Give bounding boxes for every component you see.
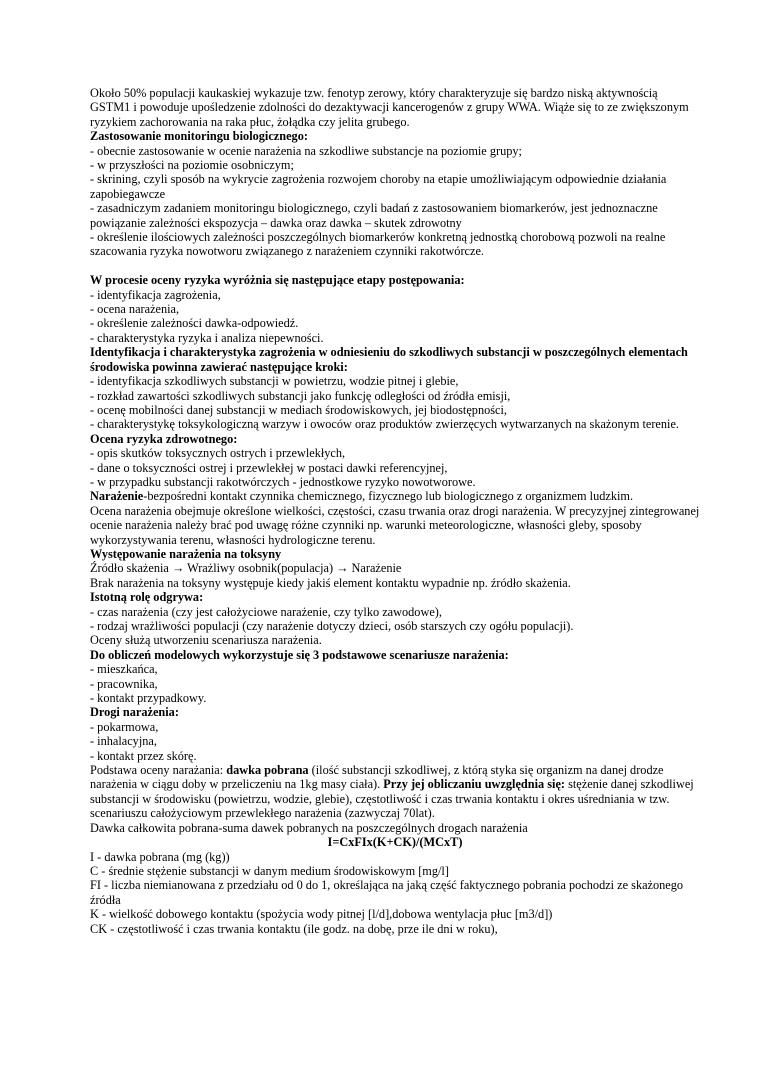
list-item: - określenie zależności dawka-odpowiedź. <box>90 316 299 331</box>
list-item: - charakterystyka ryzyka i analiza niepewności. <box>90 330 324 345</box>
formula: I=CxFIx(K+CK)/(MCxT) <box>327 835 463 850</box>
list-item: - inhalacyjna, <box>90 734 157 749</box>
brak-narazenia-paragraph: Brak narażenia na toksyny występuje kiedy jakiś element kontaktu wypadnie np. źródło skażenia. <box>90 575 571 590</box>
text-line: Oceny służą utworzeniu scenariusza narażenia. <box>90 633 322 648</box>
heading-monitoring: Zastosowanie monitoringu biologicznego: <box>90 129 308 144</box>
definition-line: CK - częstotliwość i czas trwania kontaktu (ile godz. na dobę, prze ile dni w roku), <box>90 921 498 936</box>
exposure-chain: Źródło skażenia → Wrażliwy osobnik(populacja) → Narażenie <box>90 561 402 576</box>
list-item: - zasadniczym zadaniem monitoringu biologicznego, czyli badań z zastosowaniem biomarkerów, jest jednoznaczne powiązanie zależności ekspozycja – dawka oraz dawka – skutek zdrowotny <box>90 201 658 230</box>
podstawa-text: (ilość substancji szkodliwej, z którą styka się organizm na danej drodze narażenia w ciągu doby w przeliczeniu na 1kg masy ciała). <box>90 763 664 792</box>
list-item: - identyfikacja zagrożenia, <box>90 287 221 302</box>
list-item: - identyfikacja szkodliwych substancji w powietrzu, wodzie pitnej i glebie, <box>90 374 459 389</box>
dawka-calkowita-line: Dawka całkowita pobrana-suma dawek pobranych na poszczególnych drogach narażenia <box>90 820 528 835</box>
dawka-pobrana-term: dawka pobrana <box>226 763 309 778</box>
list-item: - w przypadku substancji rakotwórczych - jednostkowe ryzyko nowotworowe. <box>90 474 476 489</box>
uwzglednia-term: Przy jej obliczaniu uwzględnia się: <box>383 777 565 792</box>
heading-wystepowanie: Występowanie narażenia na toksyny <box>90 546 282 561</box>
list-item: - obecnie zastosowanie w ocenie narażenia na szkodliwe substancje na poziomie grupy; <box>90 143 522 158</box>
definition-line: C - średnie stężenie substancji w danym medium środowiskowym [mg/l] <box>90 863 449 878</box>
list-item: - opis skutków toksycznych ostrych i przewlekłych, <box>90 446 346 461</box>
heading-ocena-ryzyka: Ocena ryzyka zdrowotnego: <box>90 431 238 446</box>
podstawa-text: stężenie danej szkodliwej substancji w środowisku (powietrzu, wodzie, glebie), częstotliwość i czas trwania kontaktu i okres uśredniania w tzw. scenariuszu całożyciowym przewlekłego narażenia (zazwyczaj 70lat). <box>90 777 694 821</box>
definition-line: FI - liczba niemianowana z przedziału od 0 do 1, określająca na jaką część faktycznego pobrania pochodzi ze skażonego źródła <box>90 878 684 907</box>
blank-line <box>90 259 700 273</box>
list-item: - pracownika, <box>90 676 158 691</box>
list-item: - w przyszłości na poziomie osobniczym; <box>90 158 294 173</box>
heading-etapy: W procesie oceny ryzyka wyróżnia się następujące etapy postępowania: <box>90 273 465 288</box>
narazenie-definition <box>90 489 700 503</box>
narazenie-text: -bezpośredni kontakt czynnika chemicznego, fizycznego lub biologicznego z organizmem ludzkim. <box>143 489 634 504</box>
list-item: - czas narażenia (czy jest całożyciowe narażenie, czy tylko zawodowe), <box>90 604 442 619</box>
list-item: - ocena narażenia, <box>90 302 180 317</box>
podstawa-text: Podstawa oceny narażania: <box>90 763 227 778</box>
intro-paragraph: Około 50% populacji kaukaskiej wykazuje tzw. fenotyp zerowy, który charakteryzuje się bardzo niską aktywnością GSTM1 i powoduje upośledzenie zdolności do dezaktywacji kancerogenów z grupy WWA. Wiąże się to ze zwiększonym ryzykiem zachorowania na raka płuc, żołądka czy jelita grubego. <box>90 86 689 129</box>
list-item: - skrining, czyli sposób na wykrycie zagrożenia rozwojem choroby na etapie umożliwiającym odpowiednie działania zapobiegawcze <box>90 172 667 201</box>
list-item: - dane o toksyczności ostrej i przewlekłej w postaci dawki referencyjnej, <box>90 460 448 475</box>
narazenie-term: Narażenie <box>90 489 144 504</box>
list-item: - charakterystykę toksykologiczną warzyw i owoców oraz produktów zwierzęcych wytwarzanych na skażonym terenie. <box>90 417 679 432</box>
heading-scenariusze: Do obliczeń modelowych wykorzystuje się 3 podstawowe scenariusze narażenia: <box>90 647 509 662</box>
definition-line: K - wielkość dobowego kontaktu (spożycia wody pitnej [l/d],dobowa wentylacja płuc [m3/d]) <box>90 907 553 922</box>
podstawa-paragraph <box>90 763 700 821</box>
list-item: - określenie ilościowych zależności poszczególnych biomarkerów konkretną jednostką chorobową pozwoli na realne szacowania ryzyka nowotworu związanego z narażeniem czynniki rakotwórcze. <box>90 230 666 259</box>
heading-drogi: Drogi narażenia: <box>90 705 179 720</box>
definition-line: I - dawka pobrana (mg (kg)) <box>90 849 230 864</box>
ocena-narazenia-paragraph: Ocena narażenia obejmuje określone wielkości, częstości, czasu trwania oraz drogi narażenia. W precyzyjnej zintegrowanej ocenie narażenia należy brać pod uwagę różne czynniki np. warunki meteorologiczne, własności gleby, sposoby wykorzystywania terenu, własności hydrologiczne terenu. <box>90 503 700 547</box>
list-item: - ocenę mobilności danej substancji w mediach środowiskowych, jej biodostępności, <box>90 402 507 417</box>
heading-istotna-role: Istotną rolę odgrywa: <box>90 590 204 605</box>
list-item: - mieszkańca, <box>90 662 158 677</box>
list-item: - rodzaj wrażliwości populacji (czy narażenie dotyczy dzieci, osób starszych czy ogółu populacji). <box>90 619 574 634</box>
list-item: - kontakt przez skórę. <box>90 748 197 763</box>
list-item: - kontakt przypadkowy. <box>90 691 207 706</box>
list-item: - pokarmowa, <box>90 719 159 734</box>
list-item: - rozkład zawartości szkodliwych substancji jako funkcję odległości od źródła emisji, <box>90 388 511 403</box>
heading-identyfikacja: Identyfikacja i charakterystyka zagrożenia w odniesieniu do szkodliwych substancji w poszczególnych elementach środowiska powinna zawierać następujące kroki: <box>90 345 688 374</box>
